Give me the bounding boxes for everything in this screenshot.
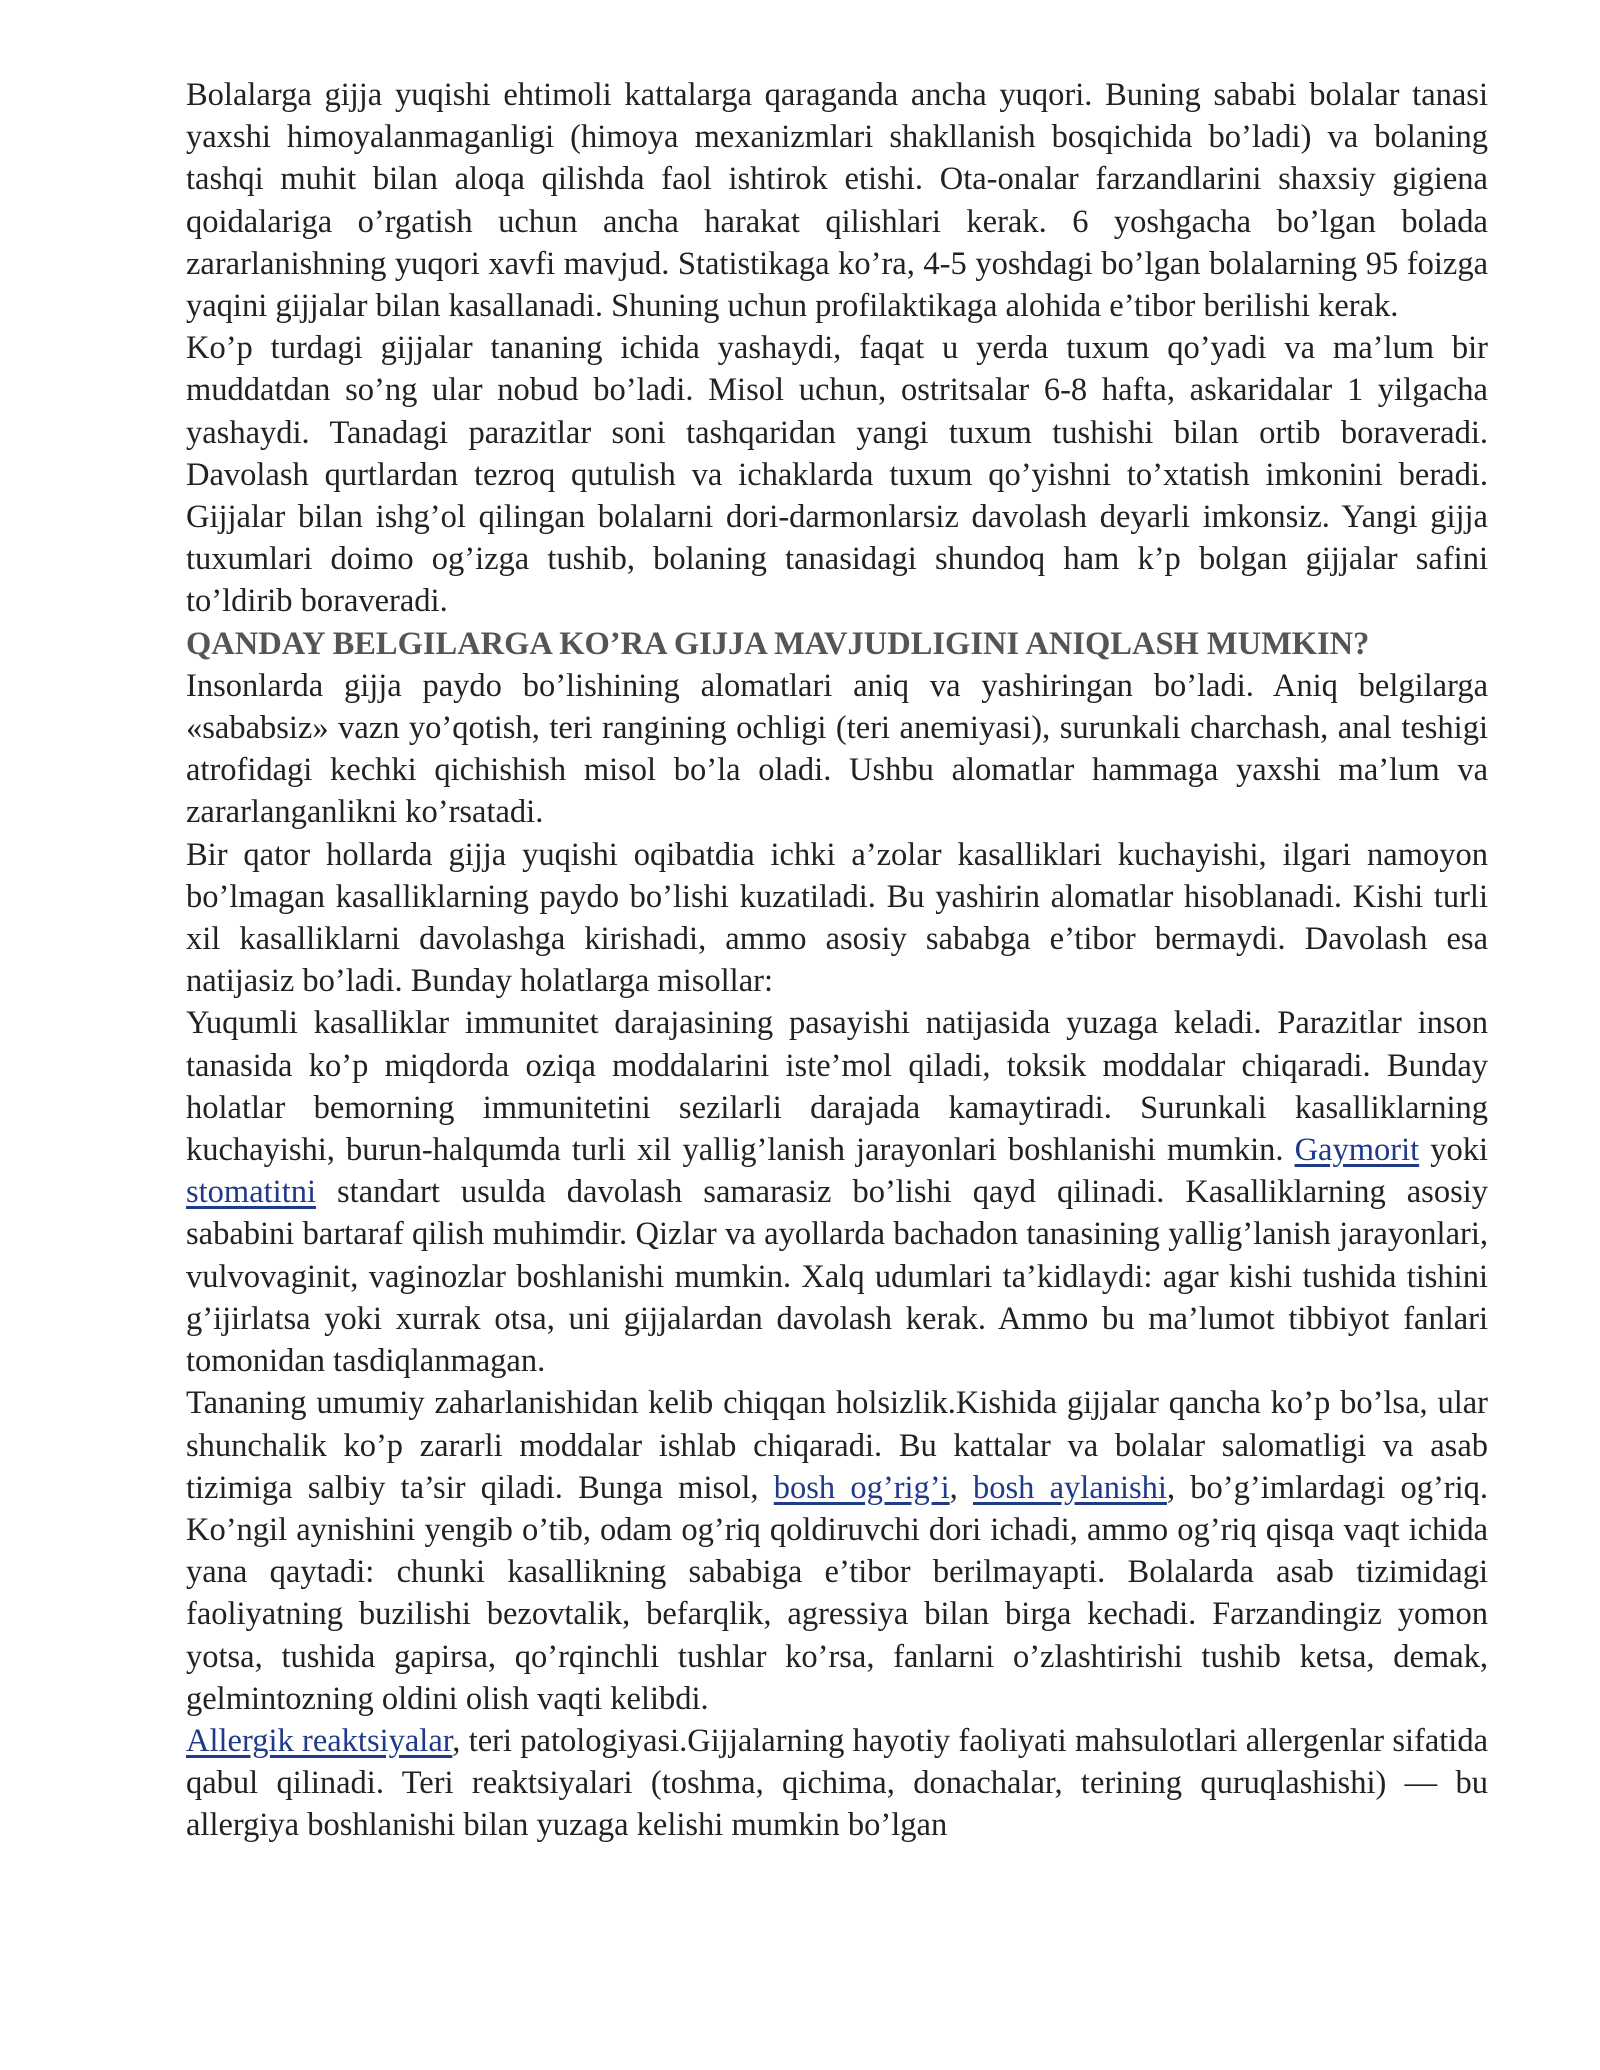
section-heading: QANDAY BELGILARGA KO’RA GIJJA MAVJUDLIGINI ANIQLASH MUMKIN? (186, 625, 1370, 662)
stomatitni-link[interactable]: stomatitni (186, 1174, 316, 1211)
paragraph-6 (186, 1382, 1488, 1720)
paragraph-4: Bir qator hollarda gijja yuqishi oqibatdia ichki a’zolar kasalliklari kuchayishi, ilgari namoyon bo’lmagan kasalliklarning paydo bo’lishi kuzatiladi. Bu yashirin alomatlar hisoblanadi. Kishi turli xil kasalliklarni davolashga kirishadi, ammo asosiy sababga e’tibor bermaydi. Davolash esa natijasiz bo’ladi. Bunday holatlarga misollar: (186, 836, 1488, 1000)
gaymorit-link[interactable]: Gaymorit (1294, 1132, 1420, 1169)
paragraph-7 (186, 1720, 1488, 1847)
paragraph-7-text: , teri patologiyasi.Gijjalarning hayotiy faoliyati mahsulotlari allergenlar sifatida qabul qilinadi. Teri reaktsiyalari (toshma, qichima, donachalar, terining quruqlashishi) — bu allergiya boshlanishi bilan yuzaga kelishi mumkin bo’lgan (186, 1722, 1488, 1844)
paragraph-6-text-c: , bo’g’imlardagi og’riq. Ko’ngil aynishini yengib o’tib, odam og’riq qoldiruvchi dori ichadi, ammo og’riq qisqa vaqt ichida yana qaytadi: chunki kasallikning sababiga e’tibor berilmayapti. Bolalarda asab tizimidagi faoliyatning buzilishi bezovtalik, befarqlik, agressiya bilan birga kechadi. Farzandingiz yomon yotsa, tushida gapirsa, qo’rqinchli tushlar ko’rsa, fanlarni o’zlashtirishi tushib ketsa, demak, gelmintozning oldini olish vaqti kelibdi. (186, 1469, 1488, 1717)
paragraph-2: Ko’p turdagi gijjalar tananing ichida yashaydi, faqat u yerda tuxum qo’yadi va ma’lum bir muddatdan so’ng ular nobud bo’ladi. Misol uchun, ostritsalar 6-8 hafta, askaridalar 1 yilgacha yashaydi. Tanadagi parazitlar soni tashqaridan yangi tuxum tushishi bilan ortib boraveradi. Davolash qurtlardan tezroq qutulish va ichaklarda tuxum qo’yishni to’xtatish imkonini beradi. Gijjalar bilan ishg’ol qilingan bolalarni dori-darmonlarsiz davolash deyarli imkonsiz. Yangi gijja tuxumlari doimo og’izga tushib, bolaning tanasidagi shundoq ham k’p bolgan gijjalar safini to’ldirib boraveradi. (186, 330, 1488, 620)
paragraph-6-text-b: , (949, 1469, 973, 1506)
paragraph-5 (186, 1002, 1488, 1382)
paragraph-1: Bolalarga gijja yuqishi ehtimoli kattalarga qaraganda ancha yuqori. Buning sababi bolalar tanasi yaxshi himoyalanmaganligi (himoya mexanizmlari shakllanish bosqichida bo’ladi) va bolaning tashqi muhit bilan aloqa qilishda faol ishtirok etishi. Ota-onalar farzandlarini shaxsiy gigiena qoidalariga o’rgatish uchun ancha harakat qilishlari kerak. 6 yoshgacha bo’lgan bolada zararlanishning yuqori xavfi mavjud. Statistikaga ko’ra, 4-5 yoshdagi bo’lgan bolalarning 95 foizga yaqini gijjalar bilan kasallanadi. Shuning uchun profilaktikaga alohida e’tibor berilishi kerak. (186, 77, 1488, 325)
bosh-ogrigi-link[interactable]: bosh og’rig’i (773, 1469, 950, 1506)
bosh-aylanishi-link[interactable]: bosh aylanishi (973, 1469, 1167, 1506)
paragraph-5-text-c: standart usulda davolash samarasiz bo’lishi qayd qilinadi. Kasalliklarning asosiy sababini bartaraf qilish muhimdir. Qizlar va ayollarda bachadon tanasining yallig’lanish jarayonlari, vulvovaginit, vaginozlar boshlanishi mumkin. Xalq udumlari ta’kidlaydi: agar kishi tushida tishini g’ijirlatsa yoki xurrak otsa, uni gijjalardan davolash kerak. Ammo bu ma’lumot tibbiyot fanlari tomonidan tasdiqlanmagan. (186, 1174, 1488, 1380)
paragraph-5-text-a: Yuqumli kasalliklar immunitet darajasining pasayishi natijasida yuzaga keladi. Parazitlar inson tanasida ko’p miqdorda oziqa moddalarini iste’mol qiladi, toksik moddalar chiqaradi. Bunday holatlar bemorning immunitetini sezilarli darajada kamaytiradi. Surunkali kasalliklarning kuchayishi, burun-halqumda turli xil yallig’lanish jarayonlari boshlanishi mumkin. (186, 1005, 1488, 1169)
allergik-reaktsiyalar-link[interactable]: Allergik reaktsiyalar (186, 1722, 453, 1759)
document-page (186, 74, 1488, 1847)
paragraph-6-text-a: Tananing umumiy zaharlanishidan kelib chiqqan holsizlik.Kishida gijjalar qancha ko’p bo’lsa, ular shunchalik ko’p zararli moddalar ishlab chiqaradi. Bu kattalar va bolalar salomatligi va asab tizimiga salbiy ta’sir qiladi. Bunga misol, (186, 1385, 1488, 1506)
paragraph-5-text-b: yoki (1419, 1132, 1488, 1169)
paragraph-3: Insonlarda gijja paydo bo’lishining alomatlari aniq va yashiringan bo’ladi. Aniq belgilarga «sababsiz» vazn yo’qotish, teri rangining ochligi (teri anemiyasi), surunkali charchash, anal teshigi atrofidagi kechki qichishish misol bo’la oladi. Ushbu alomatlar hammaga yaxshi ma’lum va zararlanganlikni ko’rsatadi. (186, 667, 1488, 831)
